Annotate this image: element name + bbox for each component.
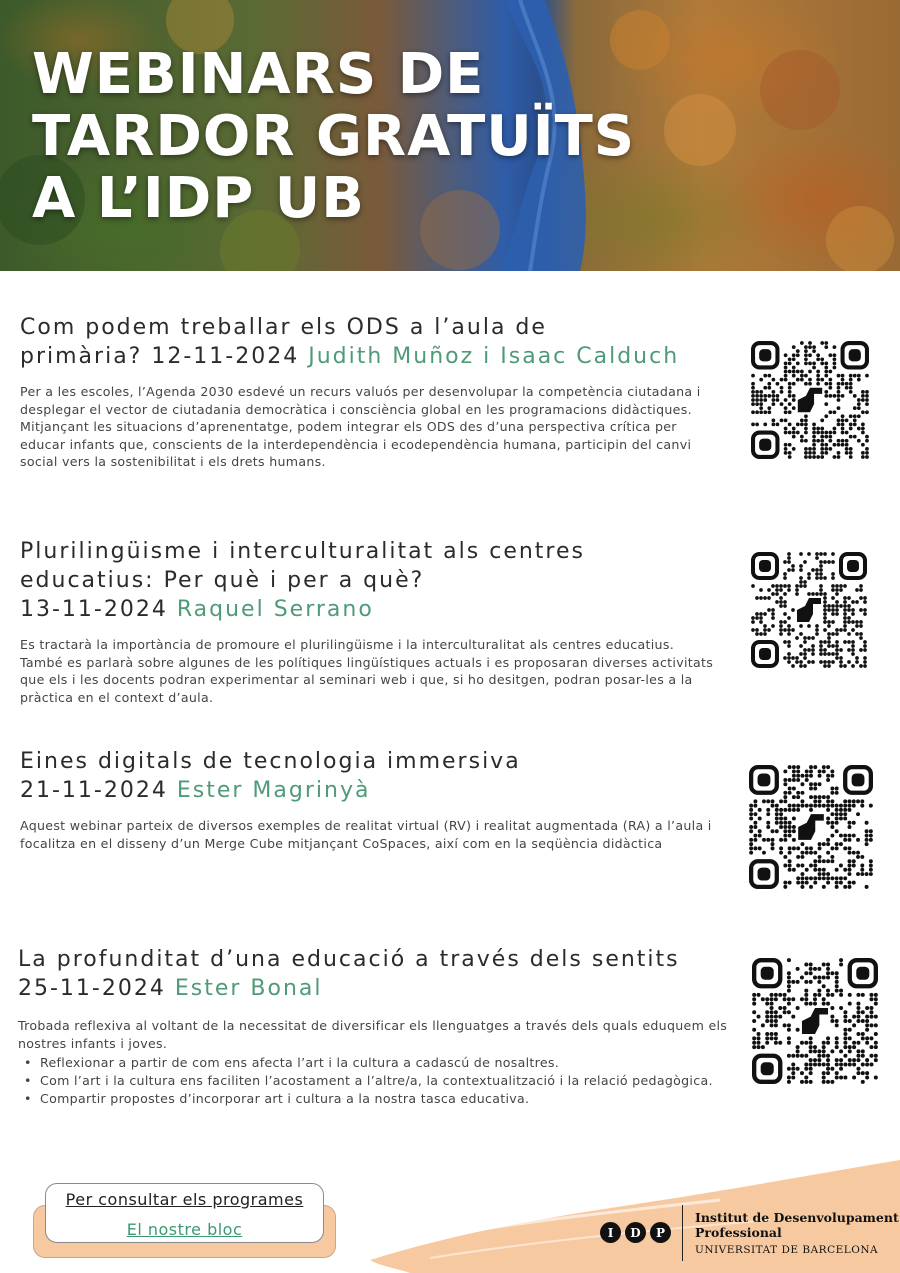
session-2-description: Es tractarà la importància de promoure el plurilingüisme i la interculturalitat als centres educatius. També es parlarà sobre algunes de les polítiques lingüístiques actuals i es proposaran diverses activitats que els i les docents podran experimentar al seminari web i que, si ho desitgen, podran posar-les a la pràctica en el context d’aula. — [20, 637, 714, 705]
session-3-title-line-1: Eines digitals de tecnologia immersiva — [20, 749, 521, 774]
session-4-title-line-1: La profunditat d’una educació a través dels sentits — [18, 947, 680, 972]
session-3-date: 21-11-2024 — [20, 778, 168, 803]
session-1-speaker: Judith Muñoz i Isaac Calduch — [308, 344, 680, 369]
qr-code-icon — [752, 958, 878, 1084]
programs-label: Per consultar els programes — [65, 1190, 304, 1209]
session-4 — [18, 945, 728, 1108]
session-4-qr-code[interactable] — [752, 958, 878, 1084]
session-4-speaker: Ester Bonal — [174, 976, 323, 1001]
institute-name — [695, 1210, 899, 1240]
session-2-title-line-2: educatius: Per què i per a què? — [20, 568, 425, 593]
qr-code-icon — [751, 341, 869, 459]
title-line-2: TARDOR GRATUÏTS — [32, 104, 636, 169]
hero-banner — [0, 0, 900, 271]
session-3 — [20, 747, 720, 852]
session-2-heading — [20, 537, 720, 624]
logo-letter-p: P — [650, 1222, 671, 1243]
title-line-1: WEBINARS DE — [32, 42, 485, 107]
list-item: • Compartir propostes d’incorporar art i cultura a la nostra tasca educativa. — [18, 1090, 728, 1108]
list-item: • Reflexionar a partir de com ens afecta l’art i la cultura a cadascú de nosaltres. — [18, 1054, 728, 1072]
session-2 — [20, 537, 720, 706]
list-item: • Com l’art i la cultura ens faciliten l’acostament a l’altre/a, la contextualització i la relació pedagògica. — [18, 1072, 728, 1090]
session-1-title-line-1: Com podem treballar els ODS a l’aula de — [20, 315, 547, 340]
session-1-heading — [20, 313, 720, 371]
session-3-speaker: Ester Magrinyà — [176, 778, 371, 803]
university-name: UNIVERSITAT DE BARCELONA — [695, 1244, 879, 1256]
session-3-description: Aquest webinar parteix de diversos exemples de realitat virtual (RV) i realitat augmentada (RA) a l’aula i focalitza en el disseny d’un Merge Cube mitjançant CoSpaces, així com en la seqüència didàctica — [20, 818, 712, 851]
qr-code-icon — [749, 765, 873, 889]
session-1-date: 12-11-2024 — [151, 344, 300, 369]
idp-logo — [600, 1222, 671, 1243]
session-1-title-line-2: primària? — [20, 344, 143, 369]
title-line-3: A L’IDP UB — [32, 166, 365, 231]
session-4-date: 25-11-2024 — [18, 976, 166, 1001]
session-3-heading — [20, 747, 720, 805]
logo-divider — [682, 1205, 683, 1261]
institute-name-line-2: Professional — [695, 1225, 782, 1240]
session-3-qr-code[interactable] — [749, 765, 873, 889]
qr-code-icon — [751, 552, 867, 668]
session-4-heading — [18, 945, 728, 1003]
institute-name-line-1: Institut de Desenvolupament — [695, 1210, 899, 1225]
session-4-bullet-list — [18, 1054, 728, 1108]
session-1 — [20, 313, 720, 471]
session-1-description: Per a les escoles, l’Agenda 2030 esdevé un recurs valuós per desenvolupar la competència ciutadana i desplegar el vector de ciutadania democràtica i consciència global en les programacions didàctiques. Mitjançant les situacions d’aprenentatge, podem integrar els ODS des d’una perspectiva crítica per educar infants que, conscients de la interdependència i ecodependència humana, participin del canvi social vers la sostenibilitat i els drets humans. — [20, 384, 701, 469]
session-2-qr-code[interactable] — [751, 552, 867, 668]
session-1-qr-code[interactable] — [751, 341, 869, 459]
session-2-title-line-1: Plurilingüisme i interculturalitat als centres — [20, 539, 585, 564]
session-2-speaker: Raquel Serrano — [176, 597, 374, 622]
blog-link[interactable]: El nostre bloc — [126, 1220, 243, 1239]
session-2-date: 13-11-2024 — [20, 597, 168, 622]
page-title — [32, 44, 672, 230]
logo-letter-d: D — [625, 1222, 646, 1243]
session-4-description: Trobada reflexiva al voltant de la necessitat de diversificar els llenguatges a través dels quals eduquem els nostres infants i joves. — [18, 1018, 728, 1051]
logo-letter-i: I — [600, 1222, 621, 1243]
